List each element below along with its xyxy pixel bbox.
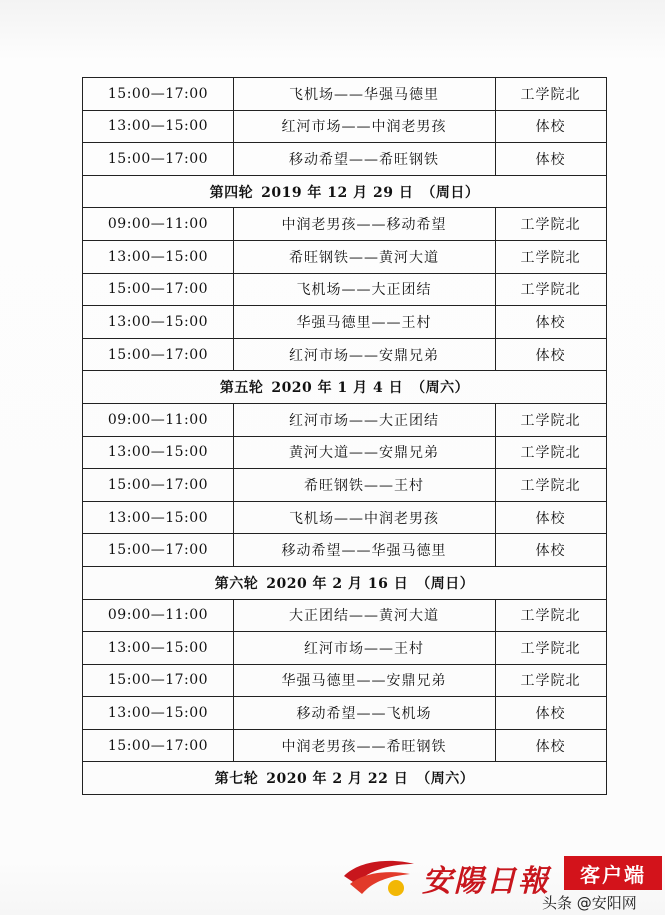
match-teams: 华强马德里——王村	[233, 306, 496, 338]
match-venue: 体校	[535, 314, 566, 331]
newspaper-logo-icon	[340, 854, 418, 902]
round-date: 2019 年 12 月 29 日	[261, 184, 414, 201]
match-venue: 工学院北	[520, 608, 581, 625]
match-time: 09:00—11:00	[83, 208, 234, 240]
match-row	[83, 339, 606, 372]
match-row	[83, 437, 606, 470]
match-row	[83, 274, 606, 307]
match-time: 13:00—15:00	[83, 241, 234, 273]
match-venue: 体校	[535, 347, 566, 364]
match-teams: 移动希望——希旺钢铁	[233, 143, 496, 175]
match-venue: 体校	[535, 151, 566, 168]
match-time: 13:00—15:00	[83, 306, 234, 338]
round-weekday: （周日）	[421, 184, 480, 201]
match-time: 15:00—17:00	[83, 665, 234, 697]
match-venue: 体校	[535, 543, 566, 560]
match-venue: 工学院北	[520, 640, 581, 657]
match-teams: 大正团结——黄河大道	[233, 600, 496, 632]
match-teams: 红河市场——中润老男孩	[233, 111, 496, 143]
round-header	[83, 176, 606, 209]
match-row	[83, 730, 606, 763]
match-venue: 体校	[535, 706, 566, 723]
match-venue: 工学院北	[520, 86, 581, 103]
match-venue: 工学院北	[520, 249, 581, 266]
match-teams: 中润老男孩——希旺钢铁	[233, 730, 496, 762]
match-teams: 飞机场——大正团结	[233, 274, 496, 306]
match-row	[83, 600, 606, 633]
match-row	[83, 469, 606, 502]
match-venue: 工学院北	[520, 477, 581, 494]
match-time: 13:00—15:00	[83, 502, 234, 534]
match-venue: 工学院北	[520, 445, 581, 462]
match-time: 15:00—17:00	[83, 534, 234, 566]
match-row	[83, 534, 606, 567]
match-teams: 希旺钢铁——黄河大道	[233, 241, 496, 273]
client-badge: 客户端	[564, 856, 662, 890]
round-date: 2020 年 1 月 4 日	[271, 380, 404, 397]
match-row	[83, 306, 606, 339]
match-time: 15:00—17:00	[83, 274, 234, 306]
match-time: 09:00—11:00	[83, 600, 234, 632]
match-time: 15:00—17:00	[83, 78, 234, 110]
match-teams: 飞机场——中润老男孩	[233, 502, 496, 534]
match-venue: 体校	[535, 738, 566, 755]
match-row	[83, 241, 606, 274]
match-time: 15:00—17:00	[83, 469, 234, 501]
match-row	[83, 632, 606, 665]
match-venue: 工学院北	[520, 282, 581, 299]
match-teams: 希旺钢铁——王村	[233, 469, 496, 501]
match-teams: 黄河大道——安鼎兄弟	[233, 437, 496, 469]
round-date: 2020 年 2 月 16 日	[266, 575, 409, 592]
round-round: 第四轮	[209, 184, 254, 201]
match-venue: 工学院北	[520, 673, 581, 690]
match-row	[83, 665, 606, 698]
schedule-table	[82, 77, 607, 795]
round-header	[83, 371, 606, 404]
match-time: 09:00—11:00	[83, 404, 234, 436]
match-teams: 移动希望——飞机场	[233, 697, 496, 729]
match-row	[83, 78, 606, 111]
round-header	[83, 567, 606, 600]
round-round: 第六轮	[214, 575, 259, 592]
match-time: 13:00—15:00	[83, 697, 234, 729]
match-row	[83, 111, 606, 144]
match-row	[83, 697, 606, 730]
match-venue: 工学院北	[520, 217, 581, 234]
match-time: 15:00—17:00	[83, 730, 234, 762]
match-time: 15:00—17:00	[83, 143, 234, 175]
footer-logo-area	[340, 848, 665, 915]
match-teams: 红河市场——安鼎兄弟	[233, 339, 496, 371]
match-time: 13:00—15:00	[83, 111, 234, 143]
match-teams: 中润老男孩——移动希望	[233, 208, 496, 240]
round-round: 第七轮	[214, 771, 259, 788]
match-venue: 体校	[535, 510, 566, 527]
match-row	[83, 502, 606, 535]
round-date: 2020 年 2 月 22 日	[266, 771, 409, 788]
round-weekday: （周六）	[411, 380, 470, 397]
match-row	[83, 143, 606, 176]
match-row	[83, 404, 606, 437]
round-header	[83, 762, 606, 795]
match-time: 13:00—15:00	[83, 632, 234, 664]
match-venue: 体校	[535, 119, 566, 136]
round-weekday: （周日）	[416, 575, 475, 592]
match-time: 15:00—17:00	[83, 339, 234, 371]
match-venue: 工学院北	[520, 412, 581, 429]
match-row	[83, 208, 606, 241]
match-time: 13:00—15:00	[83, 437, 234, 469]
match-teams: 移动希望——华强马德里	[233, 534, 496, 566]
match-teams: 飞机场——华强马德里	[233, 78, 496, 110]
match-teams: 华强马德里——安鼎兄弟	[233, 665, 496, 697]
match-teams: 红河市场——王村	[233, 632, 496, 664]
watermark-text: 头条 @安阳网	[542, 894, 637, 912]
round-round: 第五轮	[219, 380, 264, 397]
match-teams: 红河市场——大正团结	[233, 404, 496, 436]
brand-name: 安陽日報	[422, 864, 550, 899]
round-weekday: （周六）	[416, 771, 475, 788]
